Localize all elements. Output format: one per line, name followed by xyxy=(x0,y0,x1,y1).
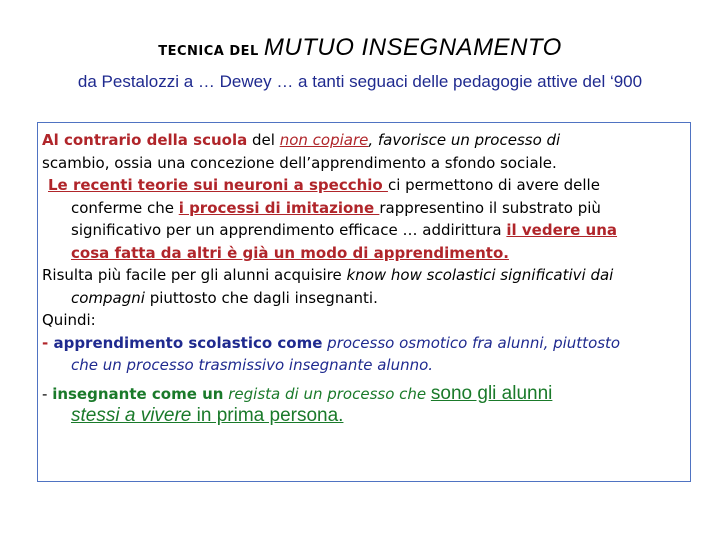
bullet-1-line-1 xyxy=(42,332,686,355)
paragraph-3-line-2 xyxy=(42,287,686,310)
paragraph-3-line-1 xyxy=(42,264,686,287)
p2-text-1: ci permettono di avere delle xyxy=(387,176,600,194)
p3-text-2: piuttosto che dagli insegnanti. xyxy=(144,288,378,307)
paragraph-2-line-1 xyxy=(42,174,686,197)
p1-text-2: , favorisce un processo di xyxy=(368,131,561,149)
slide-subtitle: da Pestalozzi a … Dewey … a tanti seguaci delle pedagogie attive del ‘900 xyxy=(77,72,643,91)
quindi-label: Quindi: xyxy=(42,311,96,329)
bullet-2-lead: insegnante come un xyxy=(52,384,224,403)
bullet-1-dash: - xyxy=(42,333,54,352)
content-box xyxy=(37,122,691,482)
title-prefix: TECNICA DEL xyxy=(158,44,259,59)
p2-text-2: conferme che xyxy=(71,198,179,217)
paragraph-2-line-3 xyxy=(42,219,686,242)
title-main: MUTUO INSEGNAMENTO xyxy=(263,34,562,61)
bullet-2-persona: in prima persona. xyxy=(196,405,344,426)
p2-lead: Le recenti teorie sui neuroni a specchio xyxy=(48,176,388,194)
paragraph-1-line-2: scambio, ossia una concezione dell’apprendimento a sfondo sociale. xyxy=(42,153,557,172)
p1-lead: Al contrario della scuola xyxy=(42,131,248,149)
bullet-2-text: regista di un processo che xyxy=(223,384,431,403)
bullet-2-line-1 xyxy=(42,383,686,406)
paragraph-1-line-1 xyxy=(42,129,686,152)
p1-non-copiare: non copiare xyxy=(279,131,369,149)
slide-title xyxy=(0,34,720,62)
paragraph-2-line-2 xyxy=(42,197,686,220)
p1-text-1: del xyxy=(247,131,280,149)
p2-imitazione: i processi di imitazione xyxy=(178,198,380,217)
p3-compagni: compagni xyxy=(71,288,145,307)
p2-vedere: il vedere una xyxy=(506,221,618,239)
bullet-1-lead: apprendimento scolastico come xyxy=(53,333,323,352)
bullet-2-big: sono gli alunni xyxy=(430,382,553,404)
bullet-2-line-2 xyxy=(42,405,686,428)
p3-text-1: Risulta più facile per gli alunni acquisire xyxy=(42,266,347,284)
bullet-2-dash: - xyxy=(42,384,53,403)
p2-text-3: rappresentino il substrato più xyxy=(379,198,601,217)
bullet-1-text: processo osmotico fra alunni, piuttosto xyxy=(322,333,621,352)
p3-know-how: know how scolastici significativi dai xyxy=(346,266,614,284)
p2-text-4: significativo per un apprendimento efficace … addirittura xyxy=(71,221,507,239)
bullet-1-line-2: che un processo trasmissivo insegnante alunno. xyxy=(71,356,434,374)
paragraph-2-line-4: cosa fatta da altri è già un modo di apprendimento. xyxy=(71,243,509,262)
bullet-2-stessi: stessi a vivere xyxy=(71,405,197,426)
